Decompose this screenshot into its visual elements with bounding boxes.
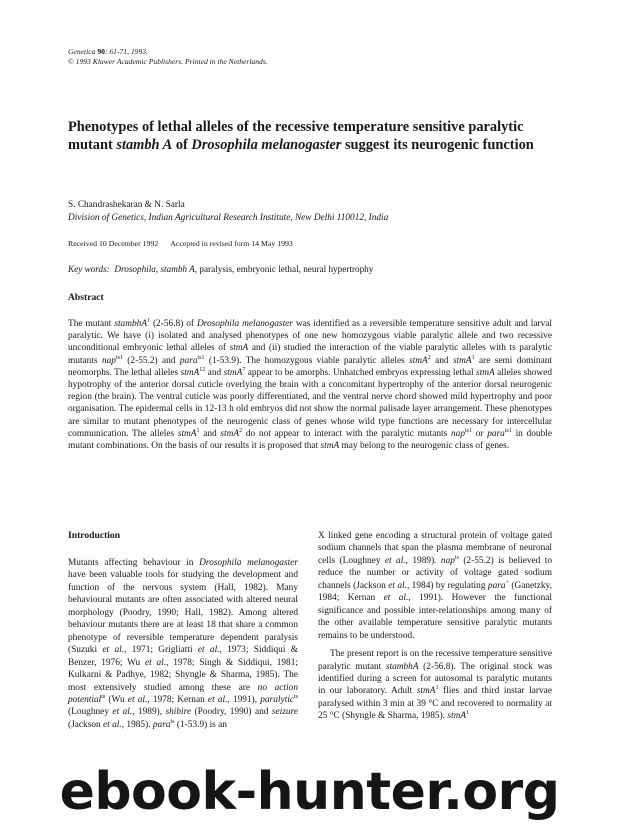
keywords: Key words: Drosophila, stambh A, paralysis, embryonic lethal, neural hypertrophy bbox=[68, 264, 374, 274]
copyright-line: © 1993 Kluwer Academic Publishers. Printed in the Netherlands. bbox=[68, 57, 268, 66]
keywords-label: Key words: bbox=[68, 264, 110, 274]
introduction-heading: Introduction bbox=[68, 530, 121, 541]
intro-paragraph: X linked gene encoding a structural protein of voltage gated sodium channels that span the plasma membrane of neuronal cells (Loughney et al., 1989). nap$^{ts}$ (2-55.2) is believed to reduce the number or activity of voltage gated sodium channels (Jackson et al., 1984) by regulating para+ (Ganetzky, 1984; Kernan et al., 1991). However the functional significance and possible inter-relationships among many of the other available temperature sensitive paralytic mutants remains to be understood. bbox=[318, 531, 553, 641]
abstract-heading: Abstract bbox=[68, 292, 104, 303]
author-list: S. Chandrashekaran & N. Sarla bbox=[68, 200, 185, 210]
intro-column-right bbox=[318, 530, 552, 723]
received-dates bbox=[68, 239, 293, 248]
accepted-date: Accepted in revised form 14 May 1993 bbox=[170, 239, 293, 248]
title-species: Drosophila melanogaster bbox=[191, 137, 342, 153]
journal-volume: 90 bbox=[97, 47, 105, 56]
journal-citation bbox=[68, 47, 268, 67]
intro-paragraph: The present report is on the recessive temperature sensitive paralytic mutant stambhA (2-56.8). The original stock was identified during a screen for autosomal ts paralytic mutants in our laboratory. Adult stmA$^1$ flies and third instar larvae paralysed within 3 min at 39 °C and recovered to normality at 25 °C (Shyngle & Sharma, 1985). stmA$^1$ bbox=[318, 649, 552, 722]
paper-title: Phenotypes of lethal alleles of the recessive temperature sensitive paralytic mutant stambh A of Drosophila melanogaster suggest its neurogenic function bbox=[68, 119, 534, 153]
received-date: Received 10 December 1992 bbox=[68, 239, 159, 248]
abstract-body: The mutant stambhA$^1$ (2-56.8) of Drosophila melanogaster was identified as a reversible temperature sensitive adult and larval paralytic. We have (i) isolated and analysed phenotypes of one new homozygous viable paralytic allele and two recessive unconditional embryonic lethal alleles of stmA and (ii) studied the interaction of the viable paralytic alleles with ts paralytic mutants nap$^{ts1}$ (2-55.2) and para$^{ts1}$ (1-53.9). The homozygous viable paralytic alleles stmA$^2$ and stmA$^1$ are semi dominant neomorphs. The lethal alleles stmA$^{12}$ and stmA$^7$ appear to be amorphs. Unhatched embryos expressing lethal stmA alleles showed hypotrophy of the anterior dorsal cuticle overlying the brain with a concomitant hypertrophy of the anterior dorsal neurogenic region (the brain). The ventral cuticle was poorly differentiated, and the ventral nerve chord showed mild hypertrophy and poor organisation. The epidermal cells in 12-13 h old embryos did not show the normal palisade layer arrangement. These phenotypes are similar to mutant phenotypes of the neurogenic class of genes whose wild type functions are necessary for intercellular communication. The alleles stmA$^1$ and stmA$^2$ do not appear to interact with the paralytic mutants nap$^{ts1}$ or para$^{ts1}$ in double mutant combinations. On the basis of our results it is proposed that stmA may belong to the neurogenic class of genes. bbox=[68, 318, 552, 452]
intro-column-left bbox=[68, 557, 298, 731]
intro-paragraph: Mutants affecting behaviour in Drosophila melanogaster have been valuable tools for studying the development and function of the nervous system (Hall, 1982). Many behavioural mutants are often associated with altered neural morphology (Poodry, 1990; Hall, 1982). Among altered behaviour mutants there are at least 18 that share a common phenotype of reversible temperature dependent paralysis (Suzuki et al., 1971; Grigliatti et al., 1973; Siddiqui & Benzer, 1976; Wu et al., 1978; Singh & Siddiqui, 1981; Kulkarni & Padhye, 1982; Shyngle & Sharma, 1985). The most extensively studied among these are no action potential$^{ts}$ (Wu et al., 1978; Kernan et al., 1991), paralytic$^{ts}$ (Loughney et al., 1989), shibire (Poodry, 1990) and seizure (Jackson et al., 1985). para$^{ts}$ (1-53.9) is an bbox=[68, 558, 298, 730]
journal-name: Genetica bbox=[68, 47, 96, 56]
journal-pages: : 61-71, 1993. bbox=[104, 47, 148, 56]
title-gene: stambh A bbox=[116, 137, 173, 153]
affiliation: Division of Genetics, Indian Agricultural Research Institute, New Delhi 110012, India bbox=[68, 213, 389, 223]
watermark-logo: ebook-hunter.org bbox=[59, 762, 560, 822]
